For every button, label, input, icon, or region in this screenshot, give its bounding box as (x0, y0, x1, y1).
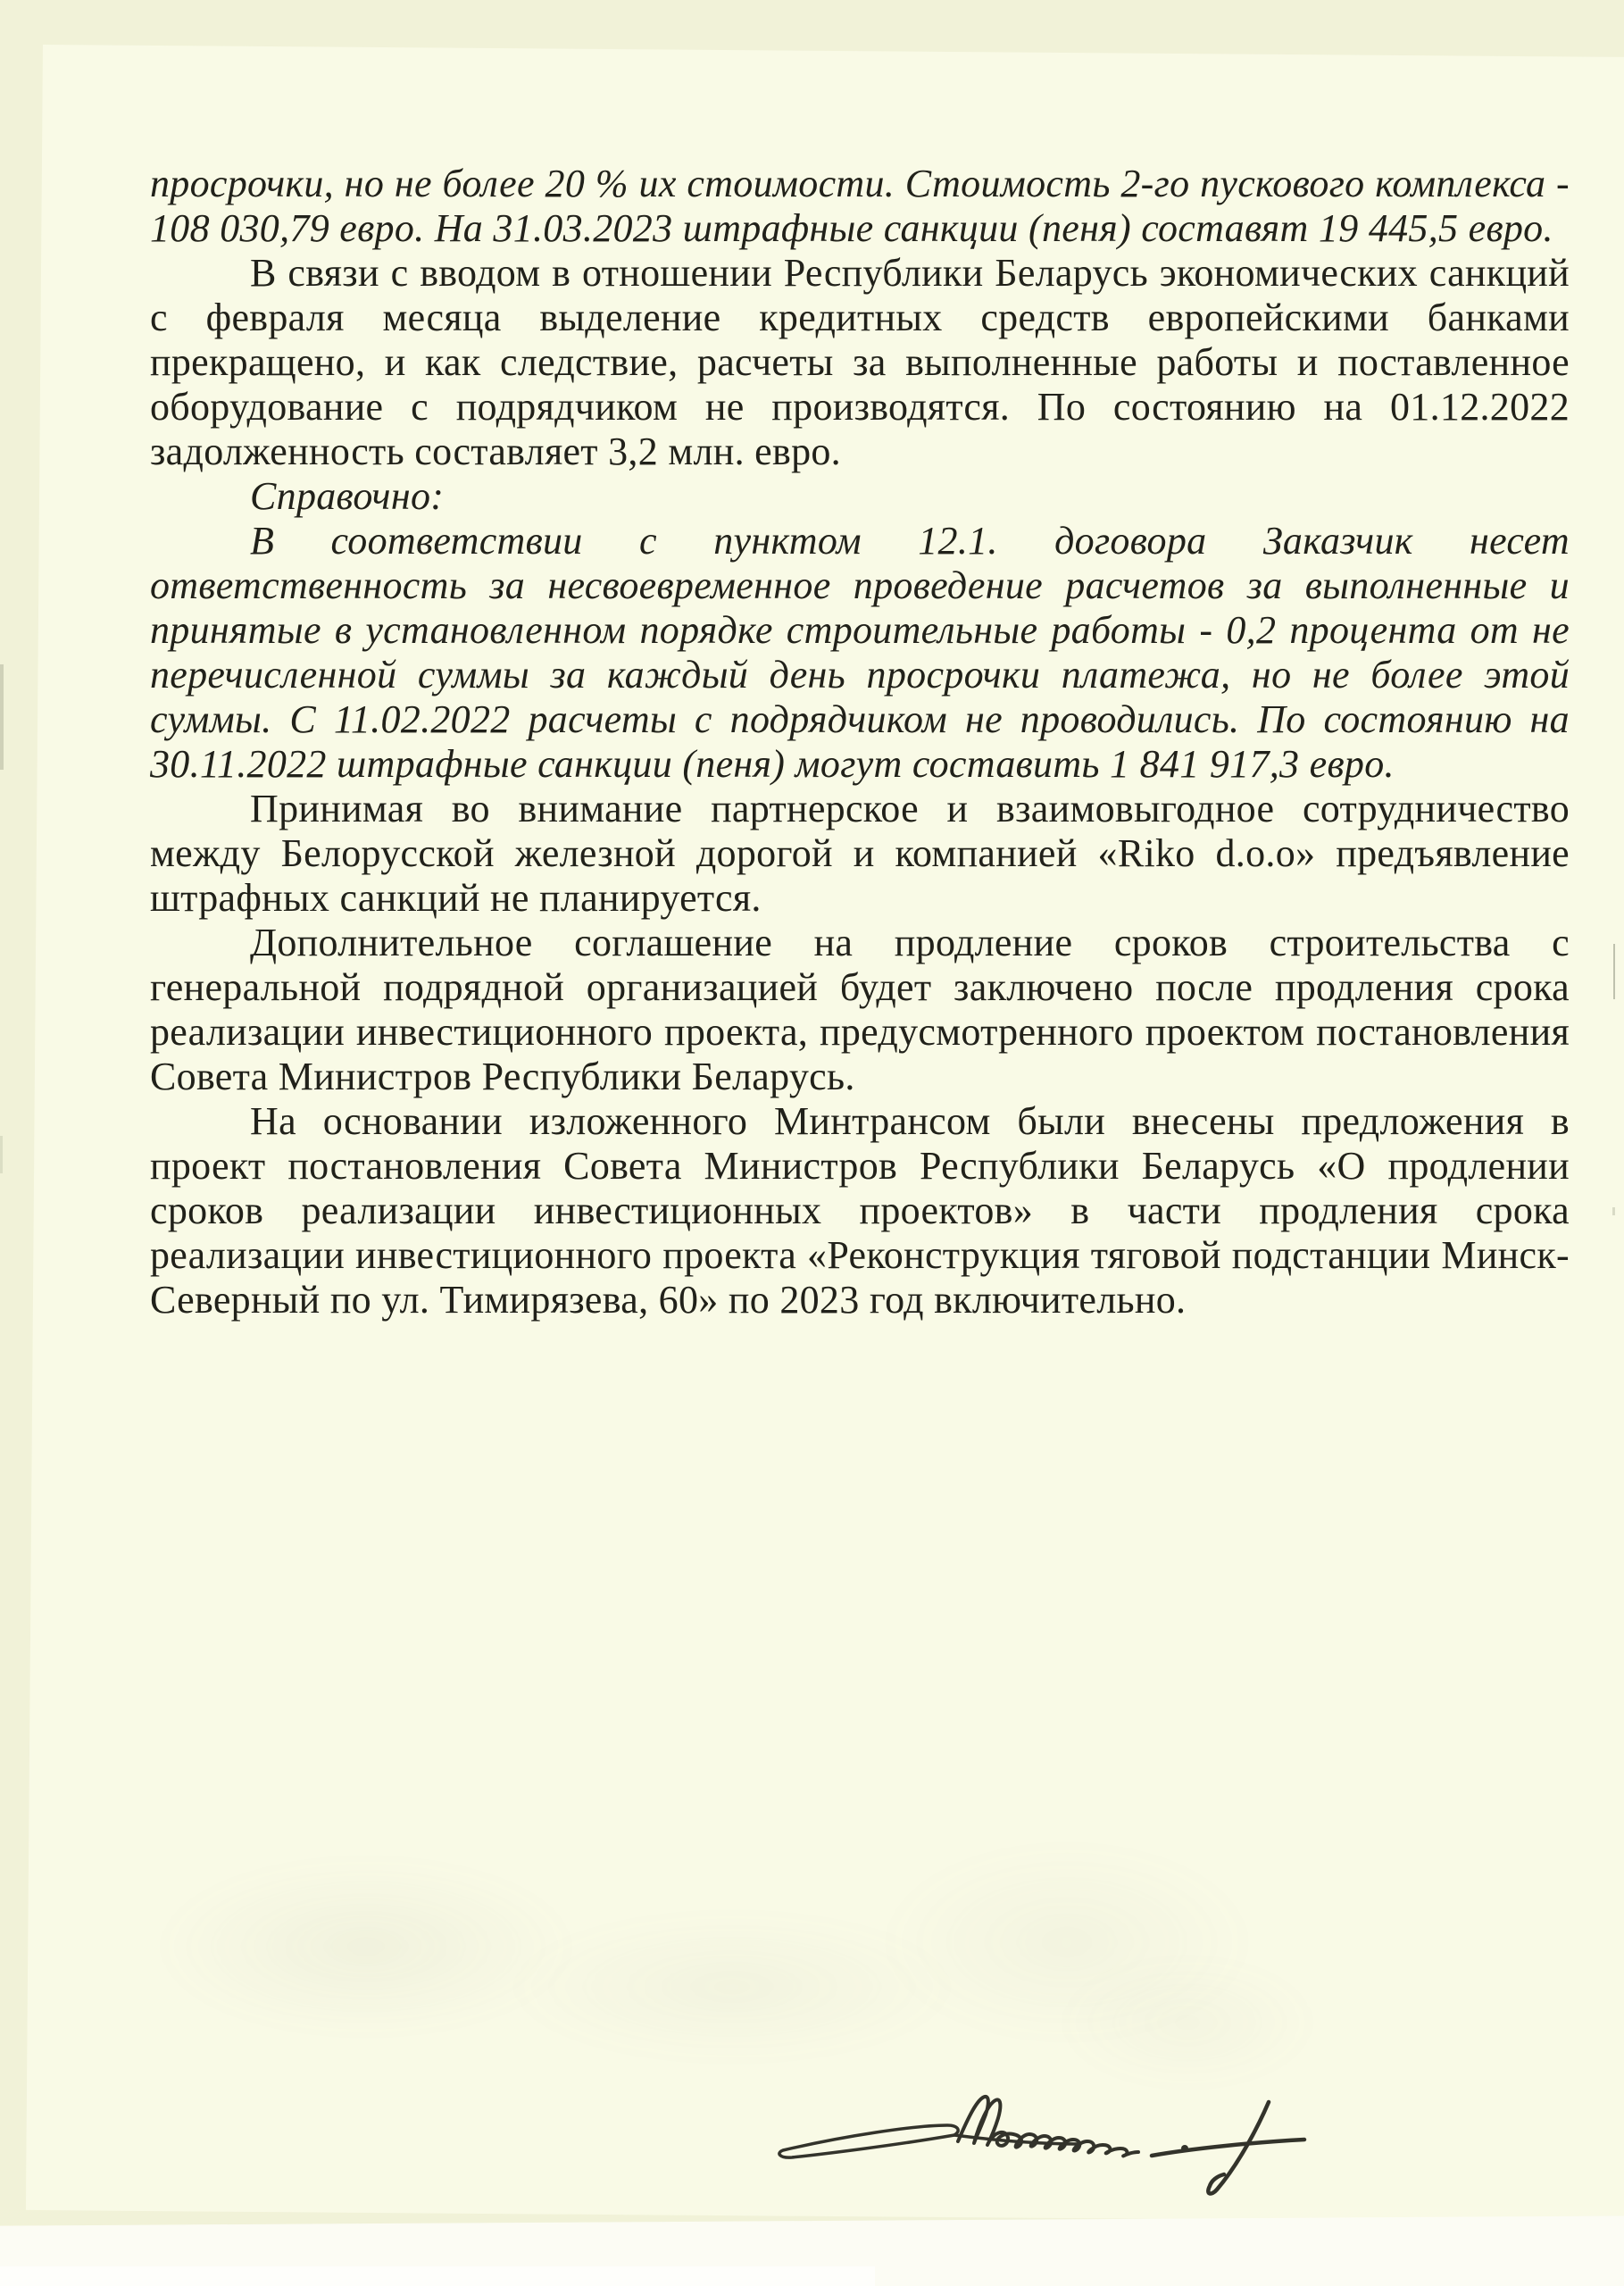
paragraph-mintrans-proposal: На основании изложенного Минтрансом были внесены предложения в проект постановления Совета Министров Республики Беларусь «О продлении сроков реализации инвестиционных проектов» в части продления срока реализации инвестиционного проекта «Реконструкция тяговой подстанции Минск-Северный по ул. Тимирязева, 60» по 2023 год включительно. (150, 1099, 1570, 1322)
paragraph-sanctions-debt: В связи с вводом в отношении Республики Беларусь экономических санкций с февраля месяца выделение кредитных средств европейскими банками прекращено, и как следствие, расчеты за выполненные работы и поставленное оборудование с подрядчиком не производятся. По состоянию на 01.12.2022 задолженность составляет 3,2 млн. евро. (150, 251, 1570, 473)
paragraph-penalty-continuation: просрочки, но не более 20 % их стоимости. Стоимость 2-го пускового комплекса - 108 030,79 евро. На 31.03.2023 штрафные санкции (пеня) составят 19 445,5 евро. (150, 162, 1570, 250)
scan-edge-artifact (0, 1136, 3, 1173)
document-body (150, 162, 1570, 1322)
paragraph-reference-label: Справочно: (250, 474, 445, 518)
paragraph-contract-clause: В соответствии с пунктом 12.1. договора Заказчик несет ответственность за несвоевременное проведение расчетов за выполненные и принятые в установленном порядке строительные работы - 0,2 процента от не перечисленной суммы за каждый день просрочки платежа, но не более этой суммы. С 11.02.2022 расчеты с подрядчиком не проводились. По состоянию на 30.11.2022 штрафные санкции (пеня) могут составить 1 841 917,3 евро. (150, 519, 1570, 786)
handwritten-signature-icon (772, 2090, 1326, 2223)
scanner-bed-strip (0, 2266, 875, 2286)
paragraph-no-penalties-planned: Принимая во внимание партнерское и взаимовыгодное сотрудничество между Белорусской железной дорогой и компанией «Riko d.o.o» предъявление штрафных санкций не планируется. (150, 787, 1570, 920)
scan-edge-artifact (0, 664, 4, 770)
paragraph-supplementary-agreement: Дополнительное соглашение на продление сроков строительства с генеральной подрядной организацией будет заключено после продления срока реализации инвестиционного проекта, предусмотренного проектом постановления Совета Министров Республики Беларусь. (150, 921, 1570, 1098)
